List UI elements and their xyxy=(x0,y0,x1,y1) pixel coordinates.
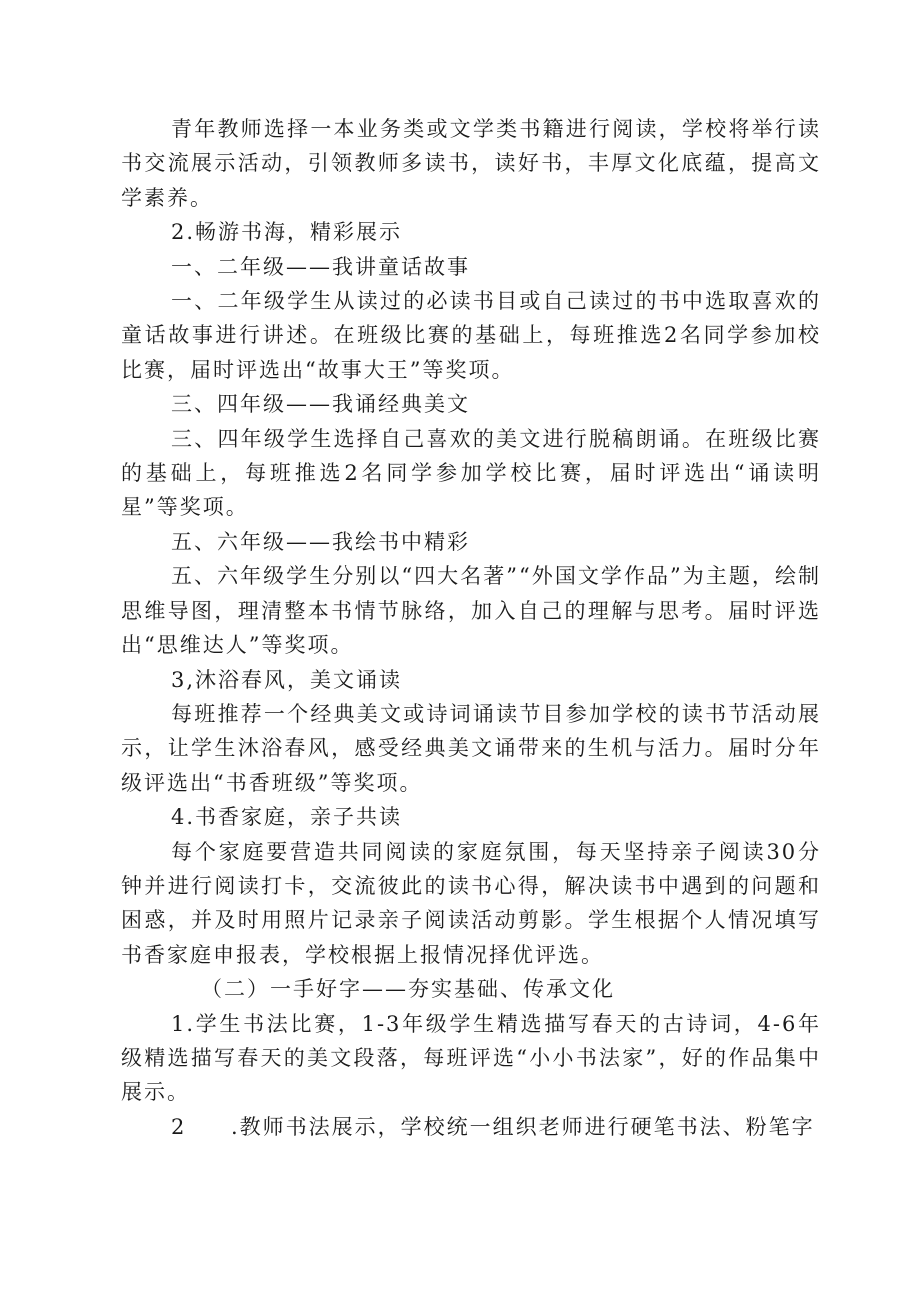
paragraph-grades-1-2: 一、二年级学生从读过的必读书目或自己读过的书中选取喜欢的童话故事进行讲述。在班级比赛的基础上，每班推选2名同学参加校比赛，届时评选出“故事大王”等奖项。 xyxy=(121,289,821,382)
heading-grades-5-6: 五、六年级——我绘书中精彩 xyxy=(171,529,470,554)
heading-section-3: 3,沐浴春风，美文诵读 xyxy=(171,667,403,692)
paragraph-section-3: 每班推荐一个经典美文或诗词诵读节目参加学校的读书节活动展示，让学生沐浴春风，感受经典美文诵带来的生机与活力。届时分年级评选出“书香班级”等奖项。 xyxy=(121,701,821,795)
heading-section-2: 2.畅游书海，精彩展示 xyxy=(171,220,403,245)
item-number: 2 xyxy=(171,1114,187,1139)
heading-section-4: 4.书香家庭，亲子共读 xyxy=(171,805,403,830)
paragraph-teacher-calligraphy xyxy=(121,1110,821,1144)
heading-calligraphy: （二）一手好字——夯实基础、传承文化 xyxy=(201,977,615,1002)
paragraph-grades-3-4: 三、四年级学生选择自己喜欢的美文进行脱稿朗诵。在班级比赛的基础上，每班推选2名同学参加学校比赛，届时评选出“诵读明星”等奖项。 xyxy=(121,426,821,520)
item-text: .教师书法展示，学校统一组织老师进行硬笔书法、粉笔字 xyxy=(231,1114,815,1139)
paragraph-student-calligraphy: 1.学生书法比赛，1-3年级学生精选描写春天的古诗词，4-6年级精选描写春天的美文段落，每班评选“小小书法家”，好的作品集中展示。 xyxy=(121,1011,821,1105)
paragraph-grades-5-6: 五、六年级学生分别以“四大名著”“外国文学作品”为主题，绘制思维导图，理清整本书情节脉络，加入自己的理解与思考。届时评选出“思维达人”等奖项。 xyxy=(121,564,821,658)
document-body xyxy=(121,112,821,1144)
paragraph-teacher-reading: 青年教师选择一本业务类或文学类书籍进行阅读，学校将举行读书交流展示活动，引领教师多读书，读好书，丰厚文化底蕴，提高文学素养。 xyxy=(121,117,821,210)
heading-grades-3-4: 三、四年级——我诵经典美文 xyxy=(171,392,470,417)
paragraph-section-4: 每个家庭要营造共同阅读的家庭氛围，每天坚持亲子阅读30分钟并进行阅读打卡，交流彼此的读书心得，解决读书中遇到的问题和困惑，并及时用照片记录亲子阅读活动剪影。学生根据个人情况填写书香家庭申报表，学校根据上报情况择优评选。 xyxy=(121,839,821,967)
heading-grades-1-2: 一、二年级——我讲童话故事 xyxy=(171,254,470,279)
